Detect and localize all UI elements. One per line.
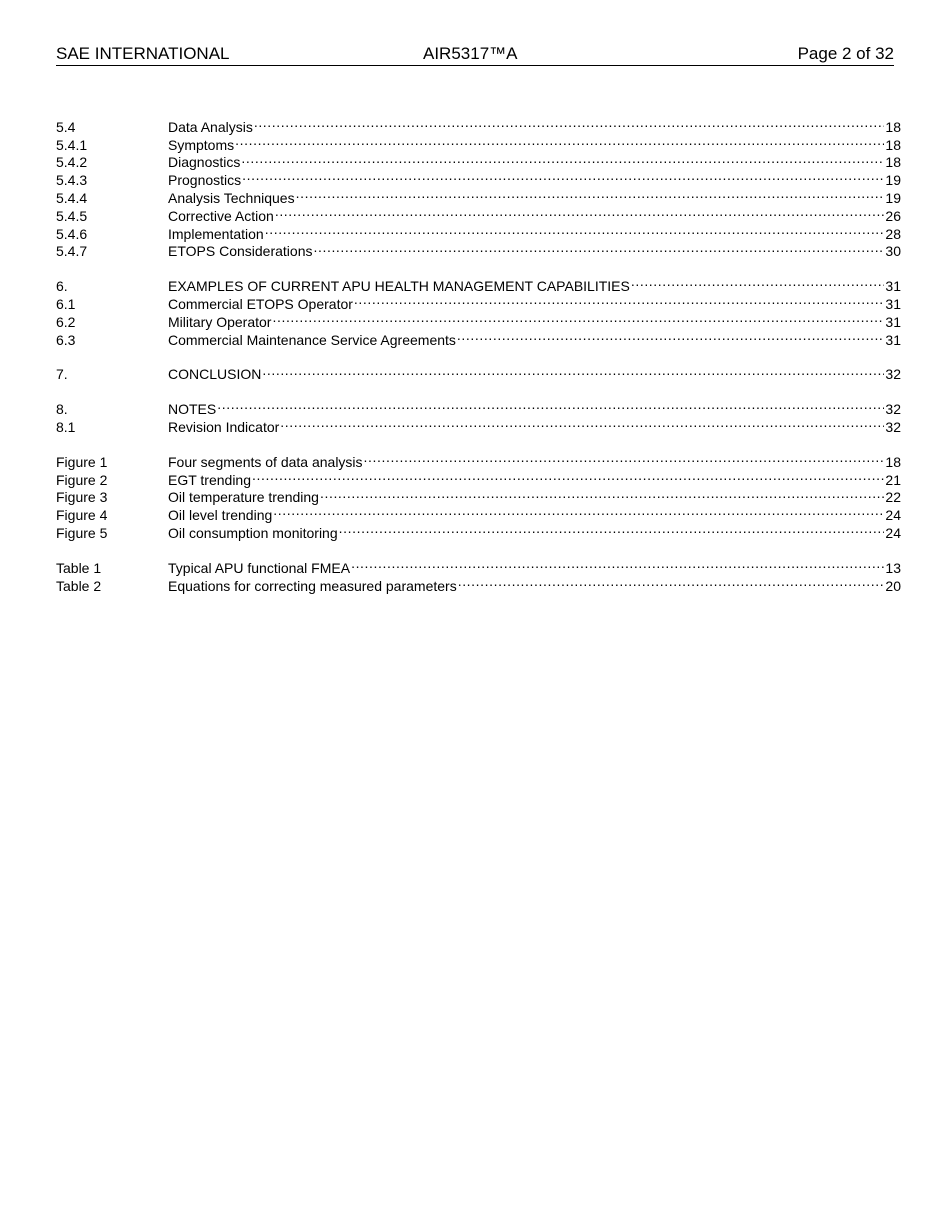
toc-group bbox=[56, 396, 901, 435]
toc-entry-number: 5.4.1 bbox=[56, 136, 88, 153]
toc-dot-leader bbox=[273, 502, 884, 520]
toc-entry-number: 6. bbox=[56, 278, 68, 295]
toc-entry-number: Figure 4 bbox=[56, 507, 108, 524]
table-of-contents bbox=[56, 114, 901, 608]
toc-entry-page: 13 bbox=[885, 559, 901, 576]
toc-entry-title: Data Analysis bbox=[168, 118, 253, 135]
toc-entry-page: 19 bbox=[885, 172, 901, 189]
toc-entry-number: 5.4.5 bbox=[56, 207, 88, 224]
toc-dot-leader bbox=[458, 573, 885, 591]
toc-dot-leader bbox=[339, 520, 885, 538]
toc-entry-page: 32 bbox=[885, 401, 901, 418]
toc-entry-page: 21 bbox=[885, 471, 901, 488]
toc-dot-leader bbox=[262, 362, 884, 380]
toc-dot-leader bbox=[280, 414, 884, 432]
toc-entry-number: 6.2 bbox=[56, 313, 76, 330]
toc-dot-leader bbox=[457, 327, 885, 345]
toc-entry-number: Table 2 bbox=[56, 577, 102, 594]
toc-entry-number: 5.4.3 bbox=[56, 172, 88, 189]
toc-entry-page: 20 bbox=[885, 577, 901, 594]
toc-entry-page: 18 bbox=[885, 118, 901, 135]
toc-dot-leader bbox=[252, 467, 884, 485]
toc-entry-title: Oil temperature trending bbox=[168, 489, 319, 506]
toc-entry-number: 6.1 bbox=[56, 295, 76, 312]
header-page-number: Page 2 of 32 bbox=[797, 44, 894, 63]
toc-entry-title: Prognostics bbox=[168, 172, 242, 189]
toc-entry bbox=[56, 396, 901, 418]
toc-entry-number: Figure 3 bbox=[56, 489, 108, 506]
toc-entry-number: Table 1 bbox=[56, 559, 102, 576]
toc-entry bbox=[56, 362, 901, 383]
toc-entry-page: 31 bbox=[885, 295, 901, 312]
toc-dot-leader bbox=[235, 132, 884, 150]
toc-entry-page: 24 bbox=[885, 524, 901, 541]
toc-entry-title: NOTES bbox=[168, 401, 217, 418]
toc-dot-leader bbox=[217, 396, 884, 414]
toc-entry-page: 30 bbox=[885, 243, 901, 260]
toc-group bbox=[56, 555, 901, 594]
toc-entry-page: 32 bbox=[885, 418, 901, 435]
toc-entry-title: ETOPS Considerations bbox=[168, 243, 313, 260]
toc-dot-leader bbox=[242, 167, 884, 185]
toc-dot-leader bbox=[364, 449, 885, 467]
toc-entry-title: Analysis Techniques bbox=[168, 189, 295, 206]
toc-entry-title: CONCLUSION bbox=[168, 366, 262, 383]
toc-group bbox=[56, 273, 901, 348]
toc-dot-leader bbox=[631, 273, 885, 291]
toc-entry-page: 28 bbox=[885, 225, 901, 242]
toc-dot-leader bbox=[272, 309, 884, 327]
toc-entry-number: Figure 5 bbox=[56, 524, 108, 541]
toc-entry bbox=[56, 449, 901, 470]
toc-entry-title: Corrective Action bbox=[168, 207, 274, 224]
toc-entry-number: 5.4.6 bbox=[56, 225, 88, 242]
toc-entry-title: EXAMPLES OF CURRENT APU HEALTH MANAGEMENT CAPABILITIES bbox=[168, 278, 630, 295]
toc-entry-page: 31 bbox=[885, 278, 901, 295]
page-header bbox=[56, 44, 894, 66]
toc-dot-leader bbox=[241, 150, 884, 168]
toc-entry-number: 5.4 bbox=[56, 118, 76, 135]
header-organization: SAE INTERNATIONAL bbox=[56, 44, 230, 63]
toc-entry-page: 31 bbox=[885, 331, 901, 348]
toc-entry-title: Symptoms bbox=[168, 136, 235, 153]
toc-entry bbox=[56, 273, 901, 295]
toc-dot-leader bbox=[296, 185, 885, 203]
toc-entry-number: 5.4.2 bbox=[56, 154, 88, 171]
toc-entry-number: 5.4.7 bbox=[56, 243, 88, 260]
header-document-number: AIR5317™A bbox=[423, 44, 518, 63]
toc-dot-leader bbox=[320, 485, 884, 503]
toc-entry-page: 22 bbox=[885, 489, 901, 506]
toc-entry bbox=[56, 555, 901, 576]
toc-dot-leader bbox=[313, 239, 884, 257]
toc-group bbox=[56, 362, 901, 383]
toc-entry-page: 18 bbox=[885, 136, 901, 153]
toc-entry-page: 32 bbox=[885, 366, 901, 383]
toc-entry-number: Figure 1 bbox=[56, 453, 108, 470]
toc-entry-page: 19 bbox=[885, 189, 901, 206]
toc-entry-number: 8.1 bbox=[56, 418, 76, 435]
toc-entry-page: 24 bbox=[885, 507, 901, 524]
toc-entry-number: 8. bbox=[56, 401, 68, 418]
toc-entry-title: Commercial Maintenance Service Agreements bbox=[168, 331, 456, 348]
toc-entry-title: Four segments of data analysis bbox=[168, 453, 363, 470]
toc-entry-title: Revision Indicator bbox=[168, 418, 280, 435]
toc-dot-leader bbox=[351, 555, 884, 573]
toc-entry-page: 26 bbox=[885, 207, 901, 224]
toc-dot-leader bbox=[254, 114, 885, 132]
toc-entry-title: Implementation bbox=[168, 225, 264, 242]
toc-entry-page: 18 bbox=[885, 453, 901, 470]
toc-dot-leader bbox=[354, 291, 885, 309]
toc-entry-number: 7. bbox=[56, 366, 68, 383]
toc-entry-number: 5.4.4 bbox=[56, 189, 88, 206]
toc-group bbox=[56, 114, 901, 260]
toc-entry-title: Military Operator bbox=[168, 313, 272, 330]
toc-entry-title: Oil consumption monitoring bbox=[168, 524, 338, 541]
toc-entry-number: Figure 2 bbox=[56, 471, 108, 488]
toc-entry-number: 6.3 bbox=[56, 331, 76, 348]
toc-dot-leader bbox=[265, 221, 885, 239]
toc-entry-title: Typical APU functional FMEA bbox=[168, 559, 351, 576]
toc-entry-title: Diagnostics bbox=[168, 154, 241, 171]
toc-entry-page: 18 bbox=[885, 154, 901, 171]
toc-entry-title: EGT trending bbox=[168, 471, 252, 488]
toc-entry-title: Oil level trending bbox=[168, 507, 273, 524]
toc-dot-leader bbox=[275, 203, 885, 221]
toc-entry-title: Commercial ETOPS Operator bbox=[168, 295, 353, 312]
toc-entry-title: Equations for correcting measured parameters bbox=[168, 577, 457, 594]
toc-group bbox=[56, 449, 901, 541]
toc-entry bbox=[56, 114, 901, 135]
toc-entry-page: 31 bbox=[885, 313, 901, 330]
